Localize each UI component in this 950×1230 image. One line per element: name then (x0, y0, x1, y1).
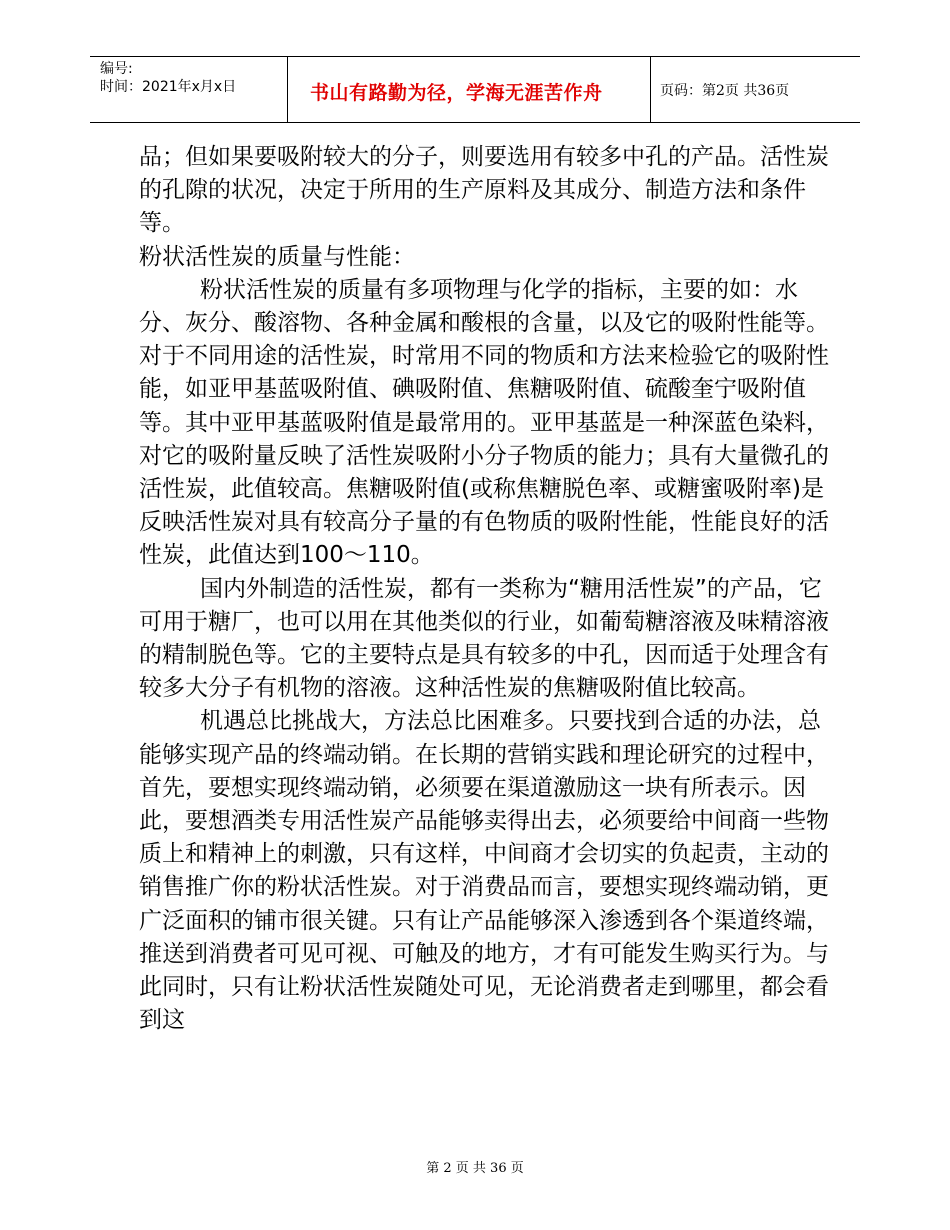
header-meta (100, 60, 236, 96)
header-divider-right (650, 57, 651, 122)
paragraph-marketing: 机遇总比挑战大，方法总比困难多。只要找到合适的办法，总能够实现产品的终端动销。在长期的营销实践和理论研究的过程中，首先，要想实现终端动销，必须要在渠道激励这一块有所表示。因此，要想酒类专用活性炭产品能够卖得出去，必须要给中间商一些物质上和精神上的刺激，只有这样，中间商才会切实的负起责，主动的销售推广你的粉状活性炭。对于消费品而言，要想实现终端动销，更广泛面积的铺市很关键。只有让产品能够深入渗透到各个渠道终端，推送到消费者可见可视、可触及的地方，才有可能发生购买行为。与此同时，只有让粉状活性炭随处可见，无论消费者走到哪里，都会看到这 (139, 708, 829, 1034)
paragraph-continuation: 品；但如果要吸附较大的分子，则要选用有较多中孔的产品。活性炭的孔隙的状况，决定于所用的生产原料及其成分、制造方法和条件等。 (139, 144, 829, 237)
paragraph-sugar-carbon: 国内外制造的活性炭，都有一类称为“糖用活性炭”的产品，它可用于糖厂，也可以用在其他类似的行业，如葡萄糖溶液及味精溶液的精制脱色等。它的主要特点是具有较多的中孔，因而适于处理含有较多大分子有机物的溶液。这种活性炭的焦糖吸附值比较高。 (139, 575, 829, 702)
header-top-rule (90, 56, 860, 57)
header-motto: 书山有路勤为径，学海无涯苦作舟 (310, 82, 603, 104)
page-footer: 第 2 页 共 36 页 (426, 1161, 524, 1176)
document-body (139, 141, 829, 1037)
paragraph-quality-indicators: 粉状活性炭的质量有多项物理与化学的指标，主要的如：水分、灰分、酸溶物、各种金属和酸根的含量，以及它的吸附性能等。对于不同用途的活性炭，时常用不同的物质和方法来检验它的吸附性能，如亚甲基蓝吸附值、碘吸附值、焦糖吸附值、硫酸奎宁吸附值等。其中亚甲基蓝吸附值是最常用的。亚甲基蓝是一种深蓝色染料，对它的吸附量反映了活性炭吸附小分子物质的能力；具有大量微孔的活性炭，此值较高。焦糖吸附值(或称焦糖脱色率、或糖蜜吸附率)是反映活性炭对具有较高分子量的有色物质的吸附性能，性能良好的活性炭，此值达到100～110。 (139, 276, 829, 569)
document-time-label: 时间：2021年x月x日 (100, 79, 237, 95)
header-bottom-rule (90, 122, 860, 123)
section-heading: 粉状活性炭的质量与性能： (139, 243, 415, 270)
document-number-label: 编号: (100, 61, 133, 77)
header-page-info: 页码：第2页 共36页 (660, 83, 790, 99)
header-divider-left (287, 57, 288, 122)
